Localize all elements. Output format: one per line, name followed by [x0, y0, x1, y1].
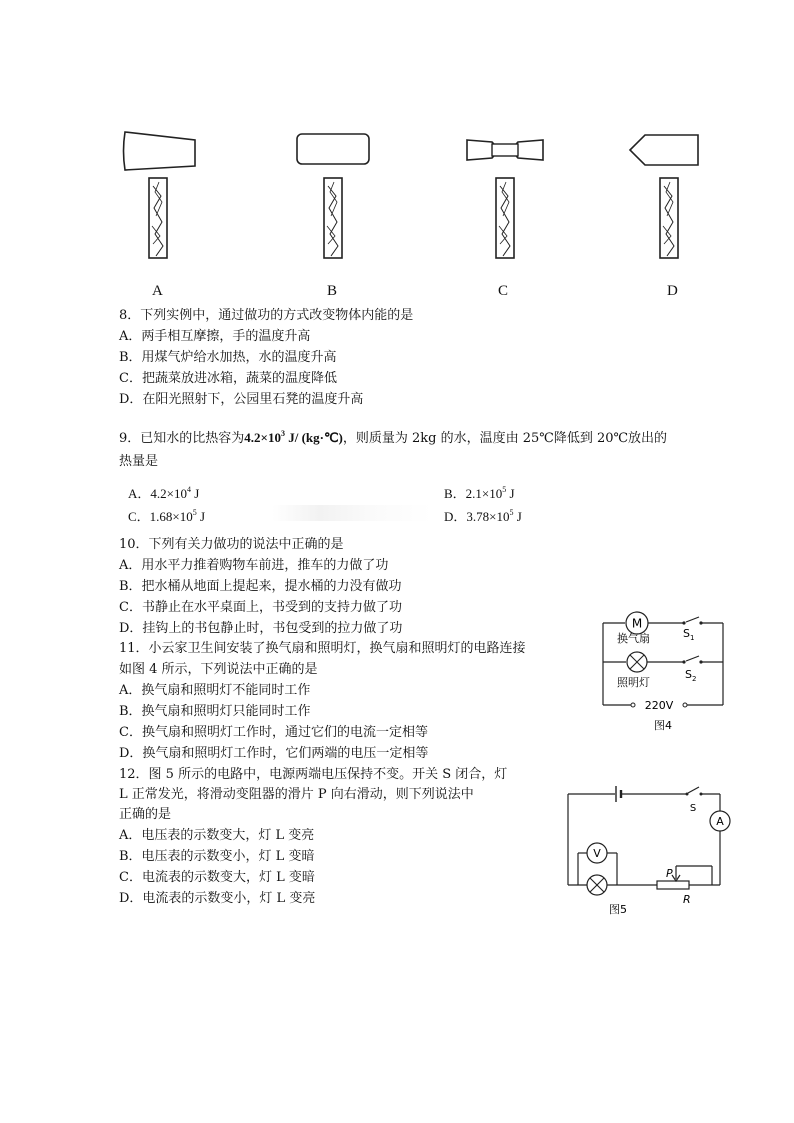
- q8-option-d: D．在阳光照射下，公园里石凳的温度升高: [119, 392, 364, 407]
- q12-option-d: D．电流表的示数变小，灯 L 变亮: [119, 891, 316, 906]
- q12-option-a: A．电压表的示数变大，灯 L 变亮: [119, 828, 315, 843]
- figure-5-circuit: [560, 782, 740, 922]
- q12-stem-3: 正确的是: [119, 807, 172, 822]
- hammer-figures: [100, 120, 720, 305]
- q8-option-c: C．把蔬菜放进冰箱，蔬菜的温度降低: [119, 371, 337, 386]
- slider-label: P: [666, 867, 673, 880]
- q9-option-d: D．$3.78\times 10^5$ J: [444, 508, 522, 524]
- q9-stem-a: 9．已知水的比热容为: [119, 431, 245, 446]
- q11-option-a: A．换气扇和照明灯不能同时工作: [119, 683, 311, 698]
- q10-option-c: C．书静止在水平桌面上，书受到的支持力做了功: [119, 600, 402, 615]
- q8-option-a: A．两手相互摩擦，手的温度升高: [119, 329, 311, 344]
- q12-stem-2: L 正常发光，将滑动变阻器的滑片 P 向右滑动，则下列说法中: [119, 787, 474, 802]
- s2-label: $S_2$: [685, 668, 697, 683]
- rheostat-symbol: [657, 881, 689, 889]
- q9-option-b: B．$2.1\times 10^5$ J: [444, 485, 515, 501]
- q10-option-d: D．挂钩上的书包静止时，书包受到的拉力做了功: [119, 621, 403, 636]
- q11-option-b: B．换气扇和照明灯只能同时工作: [119, 704, 311, 719]
- q9-stem-b: ，则质量为 2kg 的水，温度由 25℃降低到 20℃放出的: [342, 431, 668, 446]
- q12-option-b: B．电压表的示数变小，灯 L 变暗: [119, 849, 315, 864]
- q12-stem-1: 12．图 5 所示的电路中，电源两端电压保持不变。开关 S 闭合，灯: [119, 767, 508, 782]
- hammer-c: [467, 140, 543, 258]
- q9-option-c: C．$1.68\times 10^5$ J: [128, 508, 206, 524]
- hammer-label-a: A: [152, 283, 163, 299]
- faint-watermark: [272, 505, 432, 521]
- q9-stem-c: 热量是: [119, 454, 159, 469]
- switch-s: [688, 787, 699, 793]
- hammer-label-d: D: [667, 283, 678, 299]
- q12-option-c: C．电流表的示数变大，灯 L 变暗: [119, 870, 315, 885]
- hammer-label-b: B: [327, 283, 338, 299]
- hammer-a: [124, 132, 196, 258]
- q11-option-d: D．换气扇和照明灯工作时，它们两端的电压一定相等: [119, 746, 429, 761]
- q11-stem-2: 如图 4 所示，下列说法中正确的是: [119, 662, 318, 677]
- q10-option-a: A．用水平力推着购物车前进，推车的力做了功: [119, 558, 389, 573]
- figure-5-caption: 图5: [609, 903, 627, 916]
- fan-label: 换气扇: [617, 632, 650, 645]
- rheostat-label: R: [683, 893, 691, 906]
- q9-stem: [119, 424, 667, 449]
- q10-option-b: B．把水桶从地面上提起来，提水桶的力没有做功: [119, 579, 402, 594]
- hammer-b: [297, 134, 369, 258]
- q9-formula: $4.2\times 10^3$ J/ (kg·℃): [244, 429, 343, 445]
- q11-stem-1: 11．小云家卫生间安装了换气扇和照明灯，换气扇和照明灯的电路连接: [119, 641, 526, 656]
- q8-option-b: B．用煤气炉给水加热，水的温度升高: [119, 350, 337, 365]
- q10-stem: 10．下列有关力做功的说法中正确的是: [119, 537, 344, 552]
- q8-stem: 8．下列实例中，通过做功的方式改变物体内能的是: [119, 308, 414, 323]
- motor-label: M: [631, 616, 643, 631]
- switch-s1: [686, 617, 699, 622]
- q11-option-c: C．换气扇和照明灯工作时，通过它们的电流一定相等: [119, 725, 428, 740]
- lamp-label: 照明灯: [617, 676, 650, 689]
- switch-s2: [686, 656, 699, 661]
- voltage-label: 220V: [644, 699, 674, 712]
- ammeter-label: A: [716, 815, 724, 828]
- s1-label: $S_1$: [683, 627, 695, 642]
- hammer-d: [630, 135, 698, 258]
- figure-4-circuit: [595, 606, 730, 736]
- hammer-label-c: C: [498, 283, 509, 299]
- voltmeter-label: V: [593, 847, 601, 860]
- q9-option-a: A．$4.2\times 10^4$ J: [128, 485, 200, 501]
- figure-4-caption: 图4: [654, 719, 672, 732]
- switch-label: S: [689, 803, 697, 814]
